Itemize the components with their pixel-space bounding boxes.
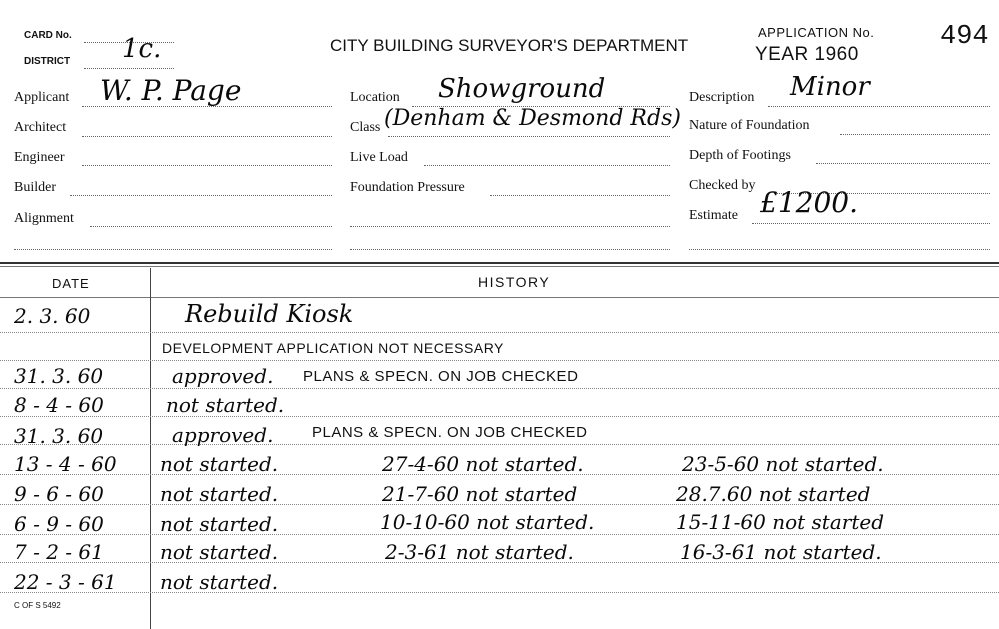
- row-separator: [0, 592, 999, 593]
- right-blank-line: [689, 249, 990, 250]
- year-label: YEAR 1960: [755, 44, 859, 65]
- row-separator: [0, 388, 999, 389]
- class-line: [388, 136, 670, 137]
- history-top-rule: [0, 262, 999, 264]
- history-date: 31. 3. 60: [14, 364, 104, 388]
- history-entry: 27-4-60 not started.: [382, 452, 584, 476]
- district-label: DISTRICT: [24, 56, 71, 67]
- card-no-label: CARD No.: [24, 30, 72, 41]
- row-separator: [0, 416, 999, 417]
- history-entry: not started.: [160, 512, 279, 536]
- history-date: 13 - 4 - 60: [14, 452, 117, 476]
- live-load-line: [424, 165, 670, 166]
- row-separator: [0, 444, 999, 445]
- class-value: (Denham & Desmond Rds): [384, 106, 681, 131]
- alignment-label: Alignment: [14, 211, 74, 226]
- history-entry: Rebuild Kiosk: [185, 300, 354, 328]
- estimate-value: £1200.: [760, 186, 858, 219]
- history-date: 2. 3. 60: [14, 304, 91, 328]
- history-entry: not started.: [160, 570, 279, 594]
- history-entry: not started.: [166, 393, 285, 417]
- history-entry: 2-3-61 not started.: [385, 540, 574, 564]
- depth-line: [816, 163, 990, 164]
- history-entry: not started.: [160, 540, 279, 564]
- live-load-label: Live Load: [350, 150, 408, 165]
- application-number: 494: [940, 22, 989, 52]
- location-value: Showground: [438, 74, 606, 104]
- history-date: 7 - 2 - 61: [14, 540, 104, 564]
- description-label: Description: [689, 90, 755, 105]
- estimate-label: Estimate: [689, 208, 738, 223]
- history-entry: 21-7-60 not started: [382, 482, 578, 506]
- history-entry: 16-3-61 not started.: [680, 540, 882, 564]
- architect-line: [82, 136, 332, 137]
- engineer-label: Engineer: [14, 150, 65, 165]
- history-column-header: HISTORY: [478, 274, 551, 290]
- nature-of-foundation-label: Nature of Foundation: [689, 118, 810, 133]
- history-entry: not started.: [160, 452, 279, 476]
- application-no-label: APPLICATION No.: [758, 25, 875, 40]
- builder-line: [70, 195, 332, 196]
- form-code: C OF S 5492: [14, 601, 61, 610]
- applicant-label: Applicant: [14, 90, 70, 105]
- history-stamp: PLANS & SPECN. ON JOB CHECKED: [303, 368, 579, 385]
- district-line: [84, 68, 174, 69]
- estimate-line: [752, 223, 990, 224]
- description-value: Minor: [790, 72, 870, 102]
- history-top-rule-2: [0, 266, 999, 267]
- history-entry: approved.: [172, 423, 274, 447]
- middle-blank-line: [350, 226, 670, 227]
- row-separator: [0, 332, 999, 333]
- nature-line: [840, 134, 990, 135]
- depth-of-footings-label: Depth of Footings: [689, 148, 791, 163]
- alignment-line-2: [14, 249, 332, 250]
- row-separator: [0, 534, 999, 535]
- history-stamp: PLANS & SPECN. ON JOB CHECKED: [312, 424, 588, 441]
- history-stamp: DEVELOPMENT APPLICATION NOT NECESSARY: [162, 340, 504, 356]
- history-date: 22 - 3 - 61: [14, 570, 117, 594]
- class-label: Class: [350, 120, 381, 135]
- applicant-value: W. P. Page: [100, 74, 242, 107]
- alignment-line: [90, 226, 332, 227]
- foundation-pressure-line: [490, 195, 670, 196]
- date-column-divider: [150, 268, 151, 629]
- row-separator: [0, 360, 999, 361]
- engineer-line: [82, 165, 332, 166]
- history-entry: 15-11-60 not started: [676, 510, 884, 534]
- date-column-header: DATE: [52, 276, 90, 291]
- architect-label: Architect: [14, 120, 67, 135]
- department-title: CITY BUILDING SURVEYOR'S DEPARTMENT: [330, 36, 689, 55]
- location-label: Location: [350, 90, 400, 105]
- foundation-pressure-label: Foundation Pressure: [350, 180, 465, 195]
- history-entry: approved.: [172, 364, 274, 388]
- history-entry: 28.7.60 not started: [676, 482, 871, 506]
- history-entry: 23-5-60 not started.: [682, 452, 884, 476]
- history-date: 8 - 4 - 60: [14, 393, 104, 417]
- history-date: 6 - 9 - 60: [14, 512, 104, 536]
- history-entry: not started.: [160, 482, 279, 506]
- middle-blank-line-2: [350, 249, 670, 250]
- history-date: 31. 3. 60: [14, 424, 104, 448]
- history-date: 9 - 6 - 60: [14, 482, 104, 506]
- builder-label: Builder: [14, 180, 56, 195]
- district-value: 1c.: [122, 34, 162, 64]
- checked-by-label: Checked by: [689, 178, 756, 193]
- history-entry: 10-10-60 not started.: [380, 510, 595, 534]
- description-line: [768, 106, 990, 107]
